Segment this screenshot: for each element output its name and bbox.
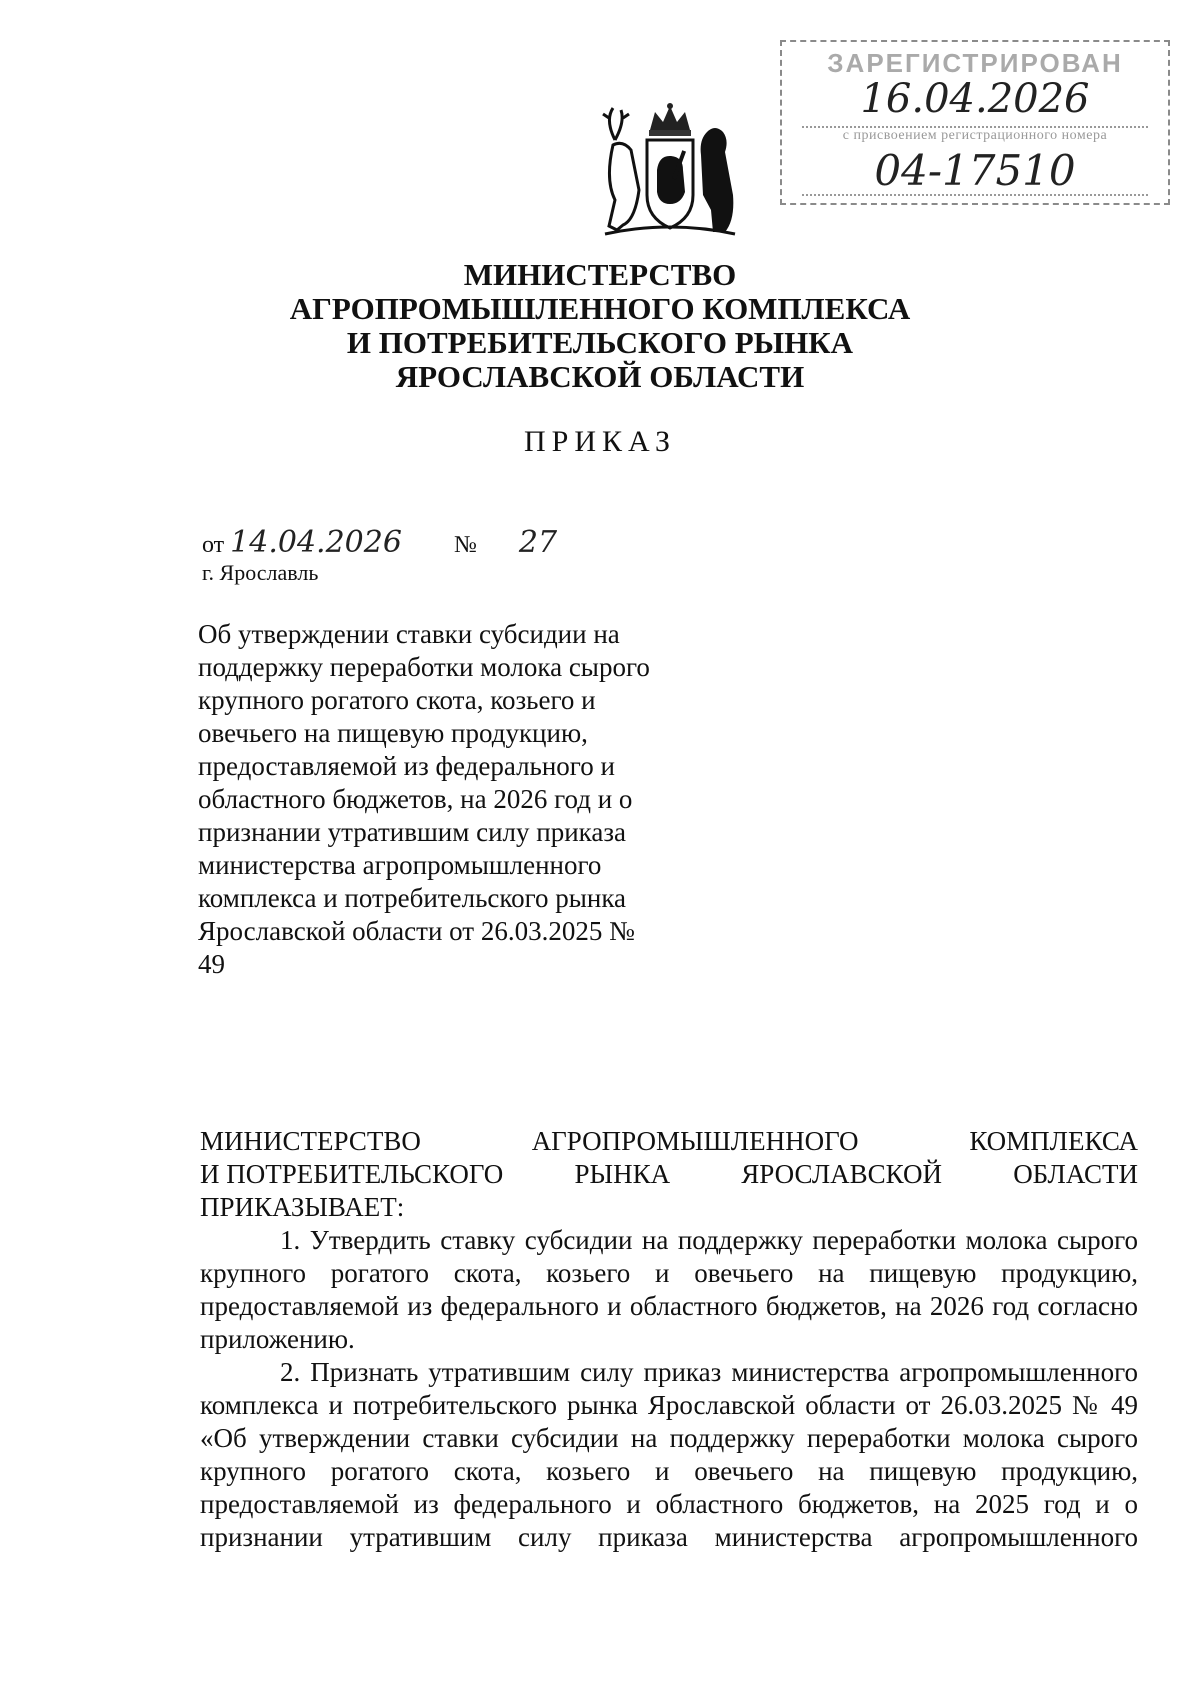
order-subject: Об утверждении ставки субсидии на поддержку переработки молока сырого крупного рогатого скота, козьего и овечьего на пищевую продукцию, предоставляемой из федерального и областного бюджетов, на 2026 год и о признании утратившим силу приказа министерства агропромышленного комплекса и потребительского рынка Ярославской области от 26.03.2025 № 49 xyxy=(198,619,650,979)
coat-of-arms-icon xyxy=(595,100,745,240)
stamp-date: 16.04.2026 xyxy=(860,76,1090,122)
preamble-line-1 xyxy=(200,1125,1138,1158)
ministry-line: МИНИСТЕРСТВО xyxy=(463,257,737,292)
stamp-number: 04-17510 xyxy=(874,146,1076,195)
order-city: г. Ярославль xyxy=(202,560,319,585)
stamp-divider xyxy=(802,194,1148,196)
order-date-line xyxy=(202,525,557,560)
ministry-line: АГРОПРОМЫШЛЕННОГО КОМПЛЕКСА xyxy=(289,291,911,326)
stamp-title: ЗАРЕГИСТРИРОВАН xyxy=(827,48,1123,78)
preamble-word: КОМПЛЕКСА xyxy=(969,1126,1138,1156)
preamble-word: РЫНКА xyxy=(574,1159,671,1189)
paragraph-2: 2. Признать утратившим силу приказ министерства агропромышленного комплекса и потребительского рынка Ярославской области от 26.03.2025 № 49 «Об утверждении ставки субсидии на поддержку переработки молока сырого крупного рогатого скота, козьего и овечьего на пищевую продукцию, предоставляемой из федерального и областного бюджетов, на 2025 год и о признании утратившим силу приказа министерства агропромышленного xyxy=(200,1357,1138,1552)
registration-stamp xyxy=(780,40,1170,205)
order-number: 27 xyxy=(518,525,558,560)
number-label: № xyxy=(453,532,477,558)
ministry-line: И ПОТРЕБИТЕЛЬСКОГО РЫНКА xyxy=(346,325,854,360)
order-body xyxy=(200,1125,1138,1554)
from-label: от xyxy=(202,532,225,558)
paragraph-1: 1. Утвердить ставку субсидии на поддержку переработки молока сырого крупного рогатого скота, козьего и овечьего на пищевую продукцию, предоставляемой из федерального и областного бюджетов, на 2026 год согласно приложению. xyxy=(200,1225,1138,1354)
preamble-word: И ПОТРЕБИТЕЛЬСКОГО xyxy=(200,1159,504,1189)
ministry-heading xyxy=(0,258,1200,394)
preamble-word: АГРОПРОМЫШЛЕННОГО xyxy=(531,1126,859,1156)
ministry-line: ЯРОСЛАВСКОЙ ОБЛАСТИ xyxy=(395,359,805,394)
order-title: ПРИКАЗ xyxy=(524,425,676,458)
preamble-word: ОБЛАСТИ xyxy=(1013,1159,1138,1189)
preamble-word: ЯРОСЛАВСКОЙ xyxy=(741,1159,942,1189)
preamble-line-3: ПРИКАЗЫВАЕТ: xyxy=(200,1192,405,1222)
preamble-word: МИНИСТЕРСТВО xyxy=(200,1126,421,1156)
stamp-subtitle: с присвоением регистрационного номера xyxy=(842,128,1108,143)
preamble-line-2 xyxy=(200,1158,1138,1191)
order-date: 14.04.2026 xyxy=(230,525,402,560)
